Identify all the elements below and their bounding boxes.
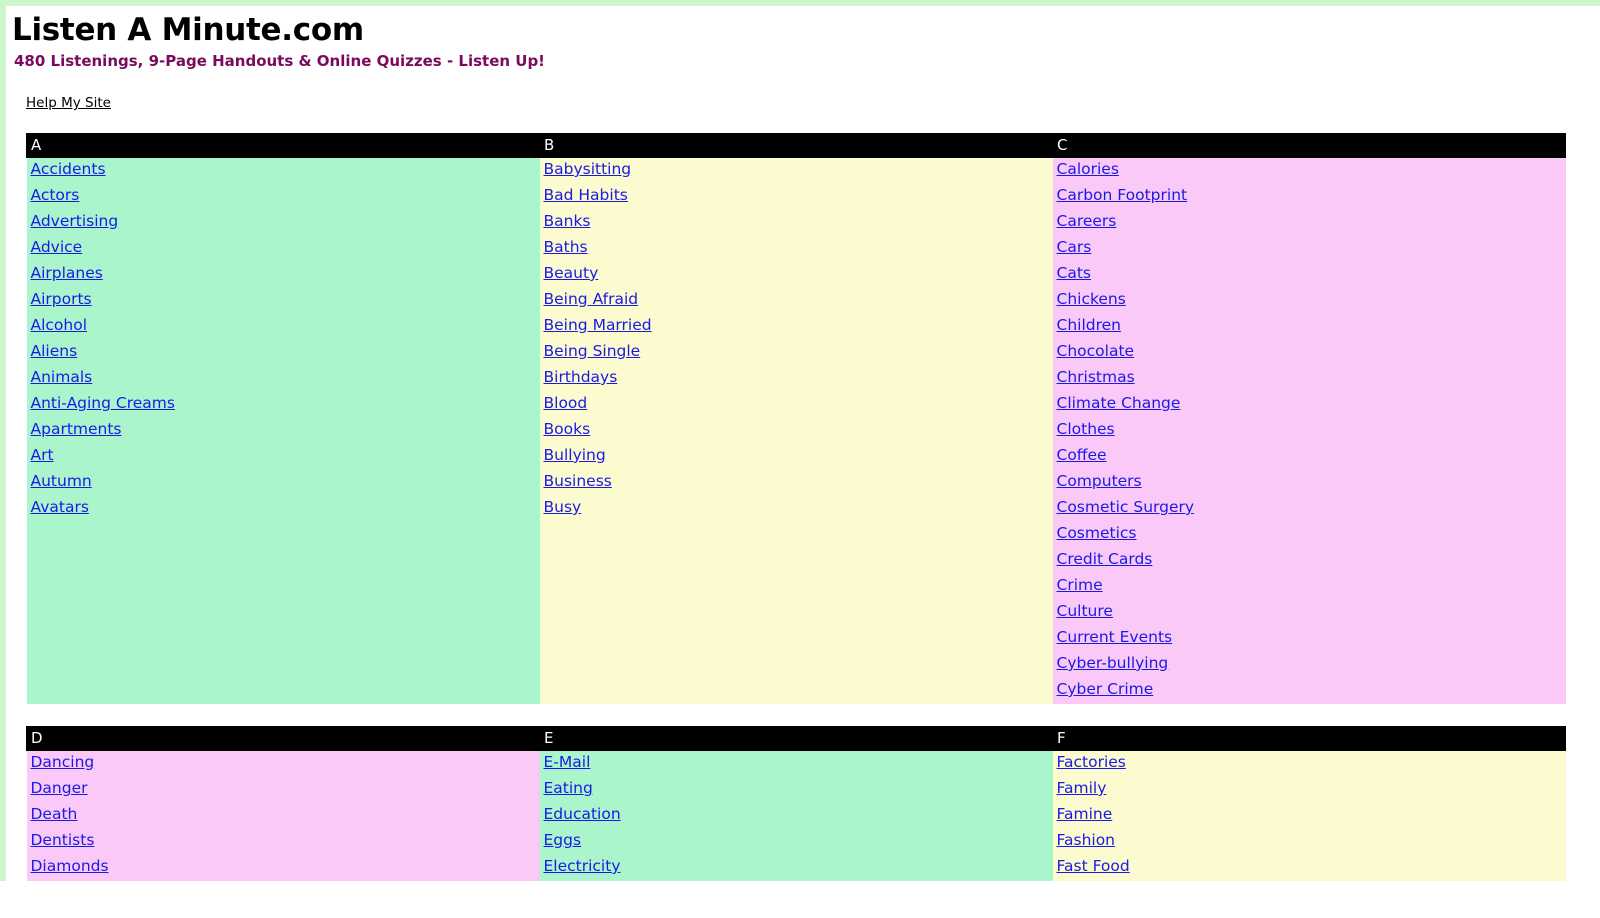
topic-link[interactable]: Careers	[1056, 212, 1117, 230]
topic-cell	[1053, 366, 1566, 392]
topic-cell	[27, 777, 540, 803]
topic-link[interactable]: Being Afraid	[543, 290, 639, 308]
topic-cell	[1053, 158, 1566, 185]
topic-cell	[27, 184, 540, 210]
column-letter-header: D	[27, 727, 540, 751]
topic-link[interactable]: Being Single	[543, 342, 641, 360]
topic-link[interactable]: Accidents	[30, 160, 106, 178]
topic-cell	[27, 626, 540, 652]
topic-link[interactable]: Carbon Footprint	[1056, 186, 1188, 204]
topic-link[interactable]: Education	[543, 805, 621, 823]
topic-cell	[540, 777, 1053, 803]
topic-link[interactable]: Aliens	[30, 342, 78, 360]
topic-link[interactable]: Chocolate	[1056, 342, 1135, 360]
topic-cell	[27, 855, 540, 881]
topic-link[interactable]: Calories	[1056, 160, 1119, 178]
topic-link[interactable]: E-Mail	[543, 753, 591, 771]
topic-link[interactable]: Busy	[543, 498, 582, 516]
help-my-site-link[interactable]: Help My Site	[26, 95, 111, 111]
topic-cell	[1053, 829, 1566, 855]
topic-link[interactable]: Factories	[1056, 753, 1126, 771]
topic-cell	[1053, 314, 1566, 340]
topic-cell	[540, 262, 1053, 288]
column-letter-header: A	[27, 134, 540, 158]
table-row	[27, 829, 1566, 855]
topic-cell	[540, 210, 1053, 236]
topic-cell	[27, 600, 540, 626]
topic-link[interactable]: Death	[30, 805, 78, 823]
topic-cell	[1053, 262, 1566, 288]
topic-cell	[1053, 288, 1566, 314]
topic-link[interactable]: Famine	[1056, 805, 1113, 823]
topic-link[interactable]: Crime	[1056, 576, 1103, 594]
index-table	[26, 133, 1566, 704]
topic-link[interactable]: Eating	[543, 779, 593, 797]
table-row	[27, 418, 1566, 444]
topic-link[interactable]: Chickens	[1056, 290, 1126, 308]
topic-link[interactable]: Banks	[543, 212, 591, 230]
topic-link[interactable]: Danger	[30, 779, 88, 797]
topic-cell	[540, 366, 1053, 392]
topic-link[interactable]: Current Events	[1056, 628, 1173, 646]
column-letter-header: C	[1053, 134, 1566, 158]
table-row	[27, 340, 1566, 366]
topic-cell	[27, 522, 540, 548]
topic-cell	[1053, 392, 1566, 418]
topic-link[interactable]: Blood	[543, 394, 588, 412]
topic-link[interactable]: Children	[1056, 316, 1121, 334]
page-container	[6, 12, 1600, 881]
table-row	[27, 236, 1566, 262]
topic-cell	[1053, 803, 1566, 829]
topic-link[interactable]: Cats	[1056, 264, 1091, 282]
topic-link[interactable]: Actors	[30, 186, 80, 204]
topic-link[interactable]: Airports	[30, 290, 92, 308]
topic-link[interactable]: Family	[1056, 779, 1107, 797]
topic-cell	[27, 548, 540, 574]
topic-cell	[27, 496, 540, 522]
topic-cell	[1053, 184, 1566, 210]
topic-link[interactable]: Cars	[1056, 238, 1092, 256]
topic-cell	[540, 652, 1053, 678]
topic-cell	[1053, 340, 1566, 366]
table-header-row	[27, 134, 1566, 158]
column-letter-header: B	[540, 134, 1053, 158]
topic-cell	[540, 626, 1053, 652]
table-row	[27, 548, 1566, 574]
table-row	[27, 751, 1566, 778]
topic-link[interactable]: Cyber-bullying	[1056, 654, 1169, 672]
topic-cell	[27, 366, 540, 392]
table-row	[27, 392, 1566, 418]
table-row	[27, 210, 1566, 236]
topic-link[interactable]: Airplanes	[30, 264, 103, 282]
topic-cell	[540, 600, 1053, 626]
table-header-row	[27, 727, 1566, 751]
table-row	[27, 496, 1566, 522]
topic-link[interactable]: Babysitting	[543, 160, 632, 178]
topic-link[interactable]: Fast Food	[1056, 857, 1130, 875]
topic-cell	[27, 574, 540, 600]
topic-link[interactable]: Business	[543, 472, 612, 490]
topic-link[interactable]: Eggs	[543, 831, 582, 849]
topic-cell	[540, 314, 1053, 340]
table-row	[27, 288, 1566, 314]
table-row	[27, 777, 1566, 803]
topic-link[interactable]: Dentists	[30, 831, 95, 849]
topic-cell	[1053, 626, 1566, 652]
topic-cell	[540, 548, 1053, 574]
topic-cell	[540, 158, 1053, 185]
table-row	[27, 600, 1566, 626]
topic-cell	[1053, 210, 1566, 236]
topic-cell	[540, 522, 1053, 548]
topic-link[interactable]: Coffee	[1056, 446, 1107, 464]
table-row	[27, 366, 1566, 392]
table-row	[27, 855, 1566, 881]
topic-cell	[540, 470, 1053, 496]
column-letter-header: F	[1053, 727, 1566, 751]
table-row	[27, 626, 1566, 652]
topic-link[interactable]: Anti-Aging Creams	[30, 394, 175, 412]
topic-cell	[27, 340, 540, 366]
topic-cell	[27, 829, 540, 855]
topic-link[interactable]: Beauty	[543, 264, 599, 282]
table-row	[27, 262, 1566, 288]
topic-cell	[27, 236, 540, 262]
topic-cell	[540, 444, 1053, 470]
topic-cell	[1053, 855, 1566, 881]
topic-cell	[1053, 574, 1566, 600]
topic-link[interactable]: Birthdays	[543, 368, 618, 386]
topic-cell	[540, 574, 1053, 600]
topic-cell	[1053, 777, 1566, 803]
table-row	[27, 184, 1566, 210]
table-row	[27, 444, 1566, 470]
topic-cell	[1053, 652, 1566, 678]
topic-cell	[540, 184, 1053, 210]
topic-link[interactable]: Bad Habits	[543, 186, 628, 204]
topic-cell	[27, 803, 540, 829]
topic-cell	[540, 751, 1053, 778]
topic-cell	[27, 751, 540, 778]
topic-cell	[27, 652, 540, 678]
topic-cell	[540, 829, 1053, 855]
topic-link[interactable]: Being Married	[543, 316, 652, 334]
topic-link[interactable]: Computers	[1056, 472, 1142, 490]
topic-link[interactable]: Books	[543, 420, 591, 438]
topic-cell	[540, 340, 1053, 366]
table-row	[27, 470, 1566, 496]
topic-link[interactable]: Animals	[30, 368, 93, 386]
topic-cell	[540, 418, 1053, 444]
table-row	[27, 314, 1566, 340]
table-row	[27, 574, 1566, 600]
topic-cell	[1053, 548, 1566, 574]
page-title: Listen A Minute.com	[12, 12, 364, 48]
topic-link[interactable]: Apartments	[30, 420, 122, 438]
topic-cell	[1053, 678, 1566, 704]
topic-cell	[540, 392, 1053, 418]
topic-link[interactable]: Advertising	[30, 212, 119, 230]
topic-link[interactable]: Climate Change	[1056, 394, 1181, 412]
topic-cell	[1053, 496, 1566, 522]
topic-cell	[540, 855, 1053, 881]
topic-cell	[27, 444, 540, 470]
topic-cell	[1053, 236, 1566, 262]
topic-cell	[540, 678, 1053, 704]
table-row	[27, 158, 1566, 185]
topic-link[interactable]: Dancing	[30, 753, 95, 771]
table-row	[27, 652, 1566, 678]
topic-link[interactable]: Christmas	[1056, 368, 1135, 386]
topic-cell	[1053, 522, 1566, 548]
topic-cell	[1053, 470, 1566, 496]
topic-cell	[1053, 418, 1566, 444]
topic-cell	[540, 496, 1053, 522]
topic-link[interactable]: Credit Cards	[1056, 550, 1153, 568]
topic-cell	[27, 470, 540, 496]
topic-link[interactable]: Culture	[1056, 602, 1113, 620]
index-tables-root	[6, 133, 1592, 881]
topic-link[interactable]: Baths	[543, 238, 588, 256]
help-link-wrapper	[26, 92, 1592, 111]
topic-link[interactable]: Diamonds	[30, 857, 109, 875]
topic-cell	[540, 288, 1053, 314]
topic-cell	[27, 314, 540, 340]
topic-cell	[27, 158, 540, 185]
table-row	[27, 803, 1566, 829]
topic-link[interactable]: Advice	[30, 238, 83, 256]
index-table	[26, 726, 1566, 881]
topic-cell	[1053, 444, 1566, 470]
topic-link[interactable]: Electricity	[543, 857, 621, 875]
topic-link[interactable]: Fashion	[1056, 831, 1116, 849]
topic-link[interactable]: Cosmetics	[1056, 524, 1137, 542]
topic-link[interactable]: Cyber Crime	[1056, 680, 1154, 698]
topic-cell	[27, 210, 540, 236]
topic-link[interactable]: Alcohol	[30, 316, 88, 334]
topic-cell	[1053, 600, 1566, 626]
topic-link[interactable]: Avatars	[30, 498, 89, 516]
topic-cell	[27, 392, 540, 418]
table-row	[27, 522, 1566, 548]
topic-cell	[27, 288, 540, 314]
column-letter-header: E	[540, 727, 1053, 751]
topic-cell	[27, 262, 540, 288]
topic-link[interactable]: Bullying	[543, 446, 606, 464]
topic-link[interactable]: Clothes	[1056, 420, 1115, 438]
topic-cell	[540, 236, 1053, 262]
topic-cell	[27, 418, 540, 444]
table-row	[27, 678, 1566, 704]
topic-link[interactable]: Cosmetic Surgery	[1056, 498, 1195, 516]
topic-link[interactable]: Art	[30, 446, 54, 464]
topic-link[interactable]: Autumn	[30, 472, 92, 490]
site-tagline: 480 Listenings, 9-Page Handouts & Online Quizzes - Listen Up!	[14, 52, 546, 70]
topic-cell	[1053, 751, 1566, 778]
topic-cell	[540, 803, 1053, 829]
topic-cell	[27, 678, 540, 704]
